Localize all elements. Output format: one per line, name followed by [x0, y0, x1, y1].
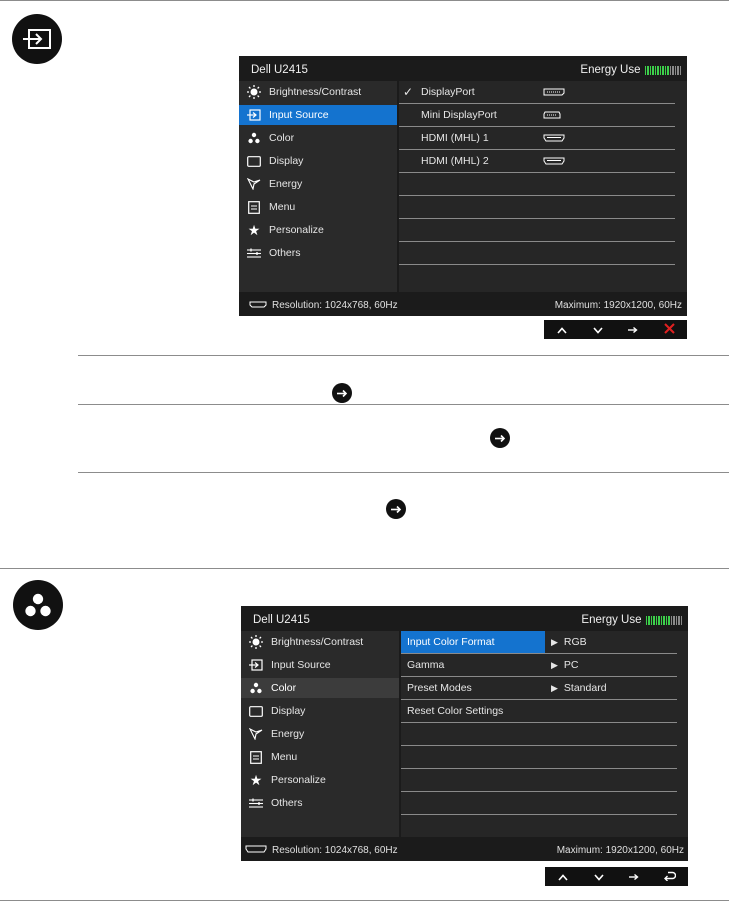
triangle-right-icon: ▶: [551, 682, 558, 693]
triangle-right-icon: ▶: [551, 659, 558, 670]
energy-icon: [243, 178, 265, 190]
arrow-button-icon: [490, 428, 510, 448]
energy-bars: [645, 66, 682, 75]
osd-nav-buttons: [544, 320, 687, 339]
menu-item-brightness-contrast[interactable]: Brightness/Contrast: [241, 632, 399, 652]
input-option-hdmi-1[interactable]: HDMI (MHL) 1: [399, 127, 675, 150]
color-icon: [243, 132, 265, 144]
hdmi-icon: [543, 133, 565, 145]
displayport-icon: [543, 87, 565, 99]
energy-use-label: Energy Use: [580, 64, 641, 76]
star-icon: ★: [249, 771, 263, 788]
menu-icon: [245, 751, 267, 764]
menu-item-menu[interactable]: Menu: [241, 747, 399, 767]
top-divider: [0, 0, 729, 1]
menu-item-color[interactable]: Color: [241, 678, 399, 698]
osd-submenu: [401, 631, 688, 837]
others-icon: [245, 798, 267, 809]
empty-row: [399, 196, 675, 219]
menu-item-energy[interactable]: Energy: [239, 174, 397, 194]
exit-icon[interactable]: [658, 323, 680, 337]
osd-status-bar: [241, 839, 688, 861]
menu-icon: [243, 201, 265, 214]
empty-row: [401, 723, 677, 746]
hdmi-icon: [543, 156, 565, 168]
enter-icon[interactable]: [622, 323, 644, 337]
bottom-divider: [0, 900, 729, 901]
value-standard[interactable]: ▶ Standard: [545, 677, 677, 700]
row-divider: [78, 355, 729, 356]
osd-title: Dell U2415: [251, 64, 308, 76]
color-icon: [13, 580, 63, 630]
osd-color: [241, 606, 688, 861]
empty-row: [399, 173, 675, 196]
menu-item-others[interactable]: Others: [241, 793, 399, 813]
back-icon[interactable]: [659, 870, 681, 884]
row-divider: [78, 472, 729, 473]
energy-icon: [245, 728, 267, 740]
osd-status-bar: [239, 294, 687, 316]
menu-item-brightness-contrast[interactable]: Brightness/Contrast: [239, 82, 397, 102]
empty-row: [401, 769, 677, 792]
menu-item-input-source[interactable]: Input Source: [241, 655, 399, 675]
setting-gamma[interactable]: Gamma: [401, 654, 545, 677]
arrow-button-icon: [386, 499, 406, 519]
menu-item-input-source[interactable]: Input Source: [239, 105, 397, 125]
brightness-icon: [245, 635, 267, 649]
down-icon[interactable]: [587, 323, 609, 337]
hdmi-icon: [249, 300, 267, 311]
osd-nav-buttons: [545, 867, 688, 886]
value-rgb[interactable]: ▶ RGB: [545, 631, 677, 654]
checkmark-icon: ✓: [402, 85, 414, 99]
osd-submenu: [399, 81, 687, 292]
value-pc[interactable]: ▶ PC: [545, 654, 677, 677]
energy-use-label: Energy Use: [581, 614, 642, 626]
menu-item-color[interactable]: Color: [239, 128, 397, 148]
setting-reset-color-settings[interactable]: Reset Color Settings: [401, 700, 677, 723]
resolution-text: Resolution: 1024x768, 60Hz: [272, 299, 398, 311]
up-icon[interactable]: [551, 323, 573, 337]
input-source-icon: [12, 14, 62, 64]
input-option-mini-displayport[interactable]: Mini DisplayPort: [399, 104, 675, 127]
up-icon[interactable]: [552, 870, 574, 884]
input-source-icon: [245, 659, 267, 671]
setting-input-color-format[interactable]: Input Color Format: [401, 631, 545, 654]
down-icon[interactable]: [588, 870, 610, 884]
display-icon: [245, 706, 267, 717]
setting-preset-modes[interactable]: Preset Modes: [401, 677, 545, 700]
mini-displayport-icon: [543, 110, 561, 122]
empty-row: [401, 746, 677, 769]
menu-item-personalize[interactable]: ★ Personalize: [239, 220, 397, 240]
empty-row: [399, 219, 675, 242]
menu-item-display[interactable]: Display: [241, 701, 399, 721]
menu-item-others[interactable]: Others: [239, 243, 397, 263]
enter-icon[interactable]: [623, 870, 645, 884]
hdmi-icon: [245, 845, 267, 856]
triangle-right-icon: ▶: [551, 636, 558, 647]
energy-use-meter: [580, 64, 681, 76]
osd-input-source: [239, 56, 687, 316]
menu-item-display[interactable]: Display: [239, 151, 397, 171]
maximum-resolution-text: Maximum: 1920x1200, 60Hz: [556, 844, 684, 856]
arrow-button-icon: [332, 383, 352, 403]
empty-row: [401, 792, 677, 815]
menu-item-personalize[interactable]: ★ Personalize: [241, 770, 399, 790]
resolution-text: Resolution: 1024x768, 60Hz: [272, 844, 398, 856]
color-icon: [245, 682, 267, 694]
energy-bars: [646, 616, 683, 625]
star-icon: ★: [247, 221, 261, 238]
osd-main-menu: [239, 81, 397, 292]
empty-row: [399, 242, 675, 265]
section-divider: [0, 568, 729, 569]
others-icon: [243, 248, 265, 259]
brightness-icon: [243, 85, 265, 99]
row-divider: [78, 404, 729, 405]
osd-title: Dell U2415: [253, 614, 310, 626]
display-icon: [243, 156, 265, 167]
maximum-resolution-text: Maximum: 1920x1200, 60Hz: [554, 299, 682, 311]
input-option-displayport[interactable]: ✓ DisplayPort: [399, 81, 675, 104]
input-source-icon: [243, 109, 265, 121]
osd-main-menu: [241, 631, 399, 837]
menu-item-menu[interactable]: Menu: [239, 197, 397, 217]
energy-use-meter: [581, 614, 682, 626]
menu-item-energy[interactable]: Energy: [241, 724, 399, 744]
input-option-hdmi-2[interactable]: HDMI (MHL) 2: [399, 150, 675, 173]
